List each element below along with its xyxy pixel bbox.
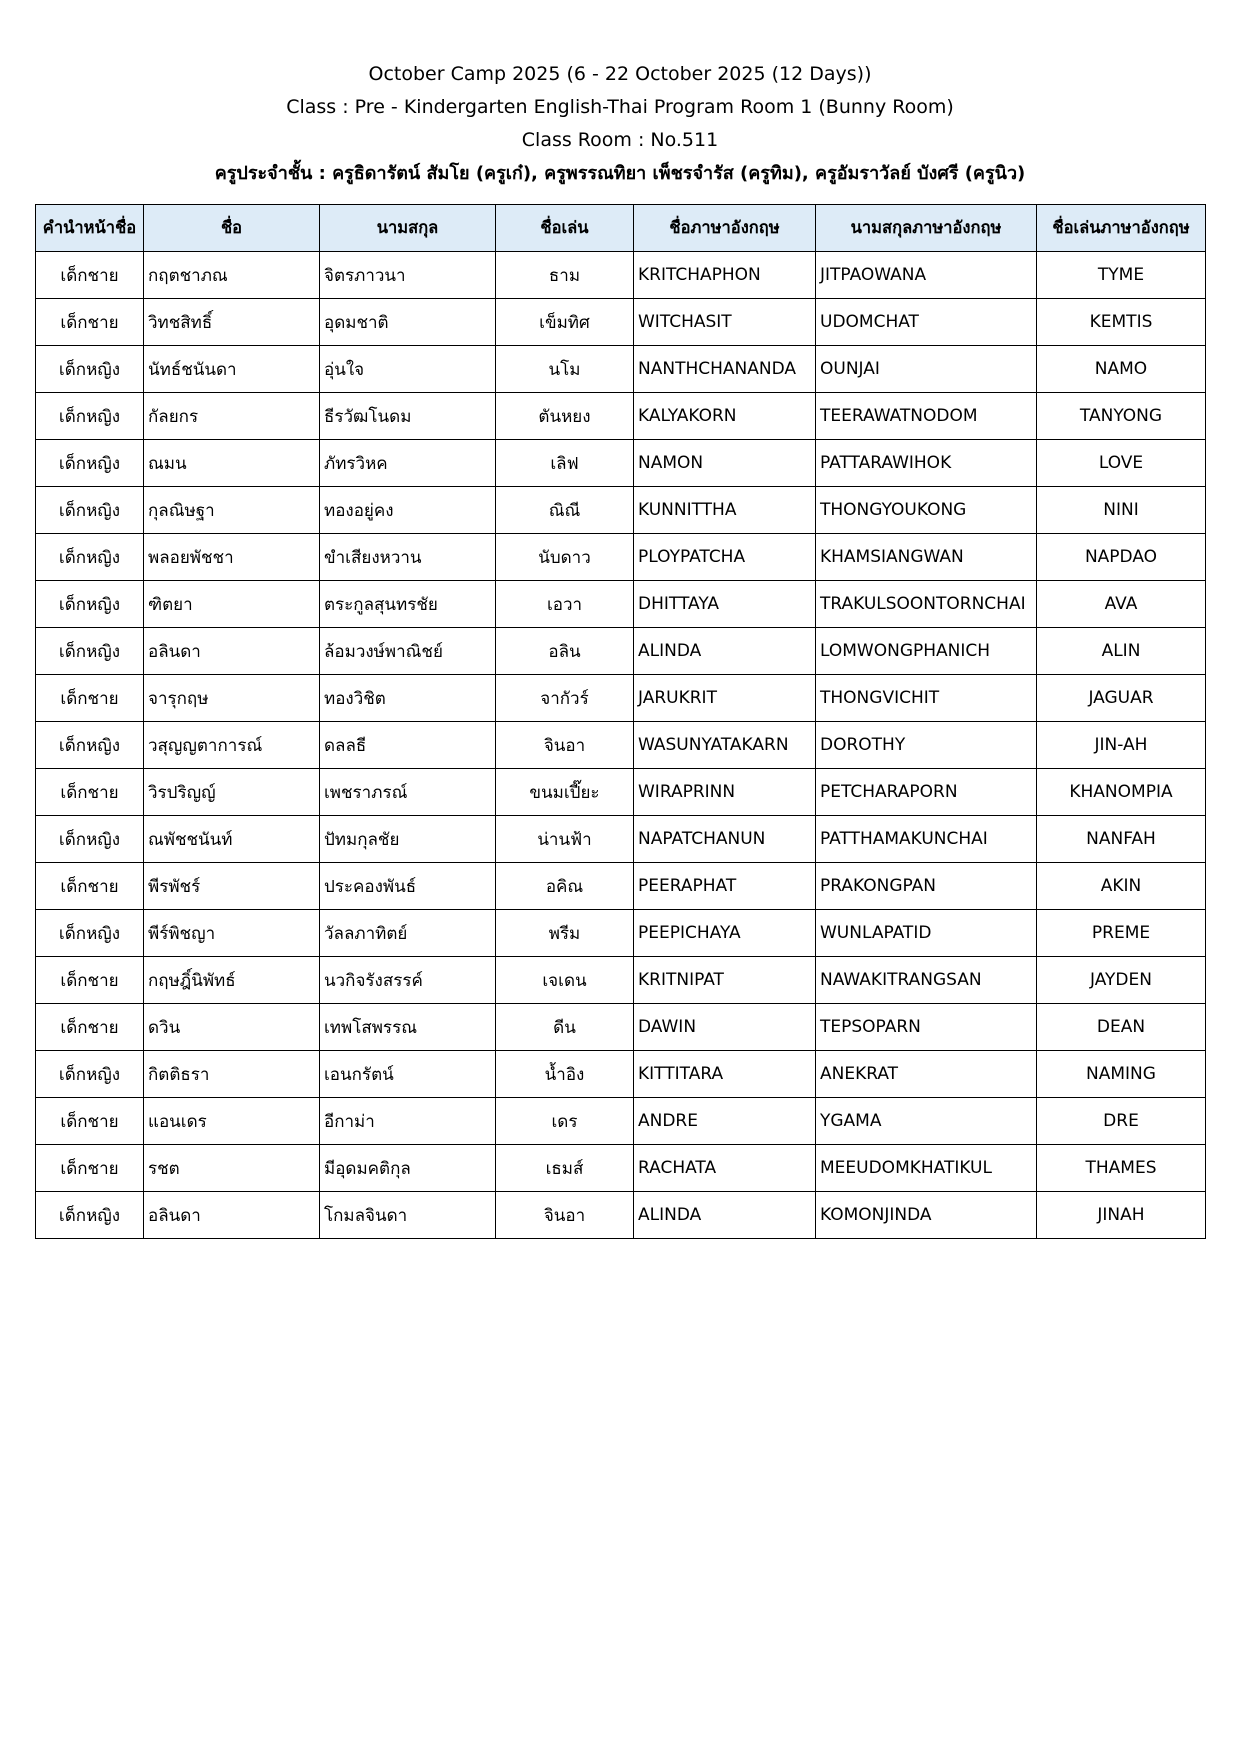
nickname-cell: พรีม — [496, 910, 634, 957]
first-name-cell: กุลณิษฐา — [144, 487, 320, 534]
last-name-cell: ขำเสียงหวาน — [320, 534, 496, 581]
nickname-cell: อคิณ — [496, 863, 634, 910]
table-row — [36, 581, 1206, 628]
last-name-cell: ภัทรวิหค — [320, 440, 496, 487]
english-last-name-cell: PETCHARAPORN — [816, 769, 1037, 816]
english-last-name-cell: KHAMSIANGWAN — [816, 534, 1037, 581]
prefix-cell: เด็กชาย — [36, 863, 144, 910]
nickname-cell: ขนมเปี๊ยะ — [496, 769, 634, 816]
last-name-cell: ธีรวัฒโนดม — [320, 393, 496, 440]
last-name-cell: ตระกูลสุนทรชัย — [320, 581, 496, 628]
last-name-cell: เอนกรัตน์ — [320, 1051, 496, 1098]
english-first-name-cell: NAMON — [634, 440, 816, 487]
prefix-cell: เด็กหญิง — [36, 393, 144, 440]
table-row — [36, 299, 1206, 346]
english-first-name-cell: ALINDA — [634, 628, 816, 675]
english-last-name-cell: THONGVICHIT — [816, 675, 1037, 722]
homeroom-teachers: ครูประจำชั้น : ครูธิดารัตน์ สัมโย (ครูเก๋), ครูพรรณทิยา เพ็ชรจำรัส (ครูทิม), ครูอัมราวัลย์ บังศรี (ครูนิว) — [214, 163, 1026, 184]
english-first-name-cell: KALYAKORN — [634, 393, 816, 440]
nickname-cell: น้ำอิง — [496, 1051, 634, 1098]
english-nickname-cell: NINI — [1037, 487, 1206, 534]
english-nickname-cell: DEAN — [1037, 1004, 1206, 1051]
first-name-cell: พลอยพัชชา — [144, 534, 320, 581]
prefix-cell: เด็กหญิง — [36, 722, 144, 769]
table-row — [36, 1004, 1206, 1051]
prefix-cell: เด็กหญิง — [36, 440, 144, 487]
table-header-row — [36, 205, 1206, 252]
last-name-cell: อีกาม่า — [320, 1098, 496, 1145]
english-nickname-cell: KEMTIS — [1037, 299, 1206, 346]
table-row — [36, 1145, 1206, 1192]
english-nickname-cell: AVA — [1037, 581, 1206, 628]
last-name-cell: ประคองพันธ์ — [320, 863, 496, 910]
english-first-name-cell: KUNNITTHA — [634, 487, 816, 534]
first-name-cell: แอนเดร — [144, 1098, 320, 1145]
table-row — [36, 346, 1206, 393]
prefix-cell: เด็กหญิง — [36, 581, 144, 628]
column-header-nickname: ชื่อเล่น — [496, 205, 634, 252]
english-last-name-cell: TEPSOPARN — [816, 1004, 1037, 1051]
prefix-cell: เด็กหญิง — [36, 487, 144, 534]
first-name-cell: กัลยกร — [144, 393, 320, 440]
english-nickname-cell: NAMO — [1037, 346, 1206, 393]
english-nickname-cell: KHANOMPIA — [1037, 769, 1206, 816]
prefix-cell: เด็กหญิง — [36, 346, 144, 393]
class-name: Class : Pre - Kindergarten English-Thai Program Room 1 (Bunny Room) — [286, 96, 954, 118]
english-last-name-cell: OUNJAI — [816, 346, 1037, 393]
first-name-cell: พีร์พิชญา — [144, 910, 320, 957]
last-name-cell: อุ่นใจ — [320, 346, 496, 393]
table-row — [36, 534, 1206, 581]
class-room: Class Room : No.511 — [521, 129, 719, 151]
nickname-cell: เธมส์ — [496, 1145, 634, 1192]
english-last-name-cell: UDOMCHAT — [816, 299, 1037, 346]
english-first-name-cell: KITTITARA — [634, 1051, 816, 1098]
table-row — [36, 863, 1206, 910]
english-nickname-cell: JAYDEN — [1037, 957, 1206, 1004]
table-row — [36, 957, 1206, 1004]
column-header-first-name: ชื่อ — [144, 205, 320, 252]
prefix-cell: เด็กหญิง — [36, 534, 144, 581]
nickname-cell: ดีน — [496, 1004, 634, 1051]
nickname-cell: อลิน — [496, 628, 634, 675]
english-last-name-cell: WUNLAPATID — [816, 910, 1037, 957]
english-last-name-cell: DOROTHY — [816, 722, 1037, 769]
last-name-cell: ดลลธี — [320, 722, 496, 769]
last-name-cell: วัลลภาทิตย์ — [320, 910, 496, 957]
last-name-cell: มีอุดมคติกุล — [320, 1145, 496, 1192]
column-header-last-name: นามสกุล — [320, 205, 496, 252]
english-first-name-cell: RACHATA — [634, 1145, 816, 1192]
english-nickname-cell: NANFAH — [1037, 816, 1206, 863]
last-name-cell: ทองวิชิต — [320, 675, 496, 722]
first-name-cell: ณมน — [144, 440, 320, 487]
prefix-cell: เด็กชาย — [36, 1004, 144, 1051]
prefix-cell: เด็กหญิง — [36, 1051, 144, 1098]
english-last-name-cell: TRAKULSOONTORNCHAI — [816, 581, 1037, 628]
english-last-name-cell: TEERAWATNODOM — [816, 393, 1037, 440]
english-first-name-cell: DAWIN — [634, 1004, 816, 1051]
english-last-name-cell: PRAKONGPAN — [816, 863, 1037, 910]
english-last-name-cell: ANEKRAT — [816, 1051, 1037, 1098]
table-row — [36, 628, 1206, 675]
table-body — [36, 252, 1206, 1239]
english-nickname-cell: PREME — [1037, 910, 1206, 957]
nickname-cell: เข็มทิศ — [496, 299, 634, 346]
nickname-cell: ตันหยง — [496, 393, 634, 440]
nickname-cell: นับดาว — [496, 534, 634, 581]
english-nickname-cell: AKIN — [1037, 863, 1206, 910]
english-last-name-cell: NAWAKITRANGSAN — [816, 957, 1037, 1004]
nickname-cell: เจเดน — [496, 957, 634, 1004]
table-row — [36, 252, 1206, 299]
english-first-name-cell: NANTHCHANANDA — [634, 346, 816, 393]
last-name-cell: อุดมชาติ — [320, 299, 496, 346]
first-name-cell: จารุกฤษ — [144, 675, 320, 722]
column-header-english-last-name: นามสกุลภาษาอังกฤษ — [816, 205, 1037, 252]
nickname-cell: ณิณี — [496, 487, 634, 534]
english-last-name-cell: KOMONJINDA — [816, 1192, 1037, 1239]
last-name-cell: ล้อมวงษ์พาณิชย์ — [320, 628, 496, 675]
english-nickname-cell: TYME — [1037, 252, 1206, 299]
english-first-name-cell: DHITTAYA — [634, 581, 816, 628]
table-row — [36, 1051, 1206, 1098]
english-last-name-cell: PATTHAMAKUNCHAI — [816, 816, 1037, 863]
last-name-cell: เพชราภรณ์ — [320, 769, 496, 816]
table-row — [36, 440, 1206, 487]
english-last-name-cell: THONGYOUKONG — [816, 487, 1037, 534]
last-name-cell: ปัทมกุลชัย — [320, 816, 496, 863]
last-name-cell: จิตรภาวนา — [320, 252, 496, 299]
first-name-cell: ณพัชชนันท์ — [144, 816, 320, 863]
table-row — [36, 675, 1206, 722]
nickname-cell: ธาม — [496, 252, 634, 299]
first-name-cell: กิตติธรา — [144, 1051, 320, 1098]
english-first-name-cell: PLOYPATCHA — [634, 534, 816, 581]
prefix-cell: เด็กหญิง — [36, 628, 144, 675]
first-name-cell: วิรปริญญ์ — [144, 769, 320, 816]
prefix-cell: เด็กชาย — [36, 1098, 144, 1145]
first-name-cell: รชต — [144, 1145, 320, 1192]
column-header-english-nickname: ชื่อเล่นภาษาอังกฤษ — [1037, 205, 1206, 252]
english-last-name-cell: MEEUDOMKHATIKUL — [816, 1145, 1037, 1192]
last-name-cell: โกมลจินดา — [320, 1192, 496, 1239]
nickname-cell: เดร — [496, 1098, 634, 1145]
last-name-cell: นวกิจรังสรรค์ — [320, 957, 496, 1004]
nickname-cell: จินอา — [496, 722, 634, 769]
nickname-cell: จินอา — [496, 1192, 634, 1239]
english-first-name-cell: ANDRE — [634, 1098, 816, 1145]
prefix-cell: เด็กชาย — [36, 1145, 144, 1192]
english-first-name-cell: ALINDA — [634, 1192, 816, 1239]
prefix-cell: เด็กชาย — [36, 252, 144, 299]
english-nickname-cell: TANYONG — [1037, 393, 1206, 440]
english-first-name-cell: WITCHASIT — [634, 299, 816, 346]
prefix-cell: เด็กหญิง — [36, 910, 144, 957]
first-name-cell: กฤตชาภณ — [144, 252, 320, 299]
document-header — [0, 58, 1240, 190]
camp-title: October Camp 2025 (6 - 22 October 2025 (12 Days)) — [368, 63, 872, 85]
student-roster-table — [35, 204, 1206, 1239]
english-last-name-cell: PATTARAWIHOK — [816, 440, 1037, 487]
english-last-name-cell: YGAMA — [816, 1098, 1037, 1145]
english-first-name-cell: WIRAPRINN — [634, 769, 816, 816]
english-first-name-cell: KRITCHAPHON — [634, 252, 816, 299]
table-row — [36, 816, 1206, 863]
english-nickname-cell: ALIN — [1037, 628, 1206, 675]
english-last-name-cell: LOMWONGPHANICH — [816, 628, 1037, 675]
english-nickname-cell: THAMES — [1037, 1145, 1206, 1192]
first-name-cell: วสุญญตาการณ์ — [144, 722, 320, 769]
column-header-english-first-name: ชื่อภาษาอังกฤษ — [634, 205, 816, 252]
nickname-cell: เลิฟ — [496, 440, 634, 487]
nickname-cell: จากัวร์ — [496, 675, 634, 722]
english-nickname-cell: NAMING — [1037, 1051, 1206, 1098]
first-name-cell: กฤษฎิ์นิพัทธ์ — [144, 957, 320, 1004]
table-row — [36, 1098, 1206, 1145]
first-name-cell: พีรพัชร์ — [144, 863, 320, 910]
last-name-cell: ทองอยู่คง — [320, 487, 496, 534]
prefix-cell: เด็กชาย — [36, 957, 144, 1004]
prefix-cell: เด็กชาย — [36, 299, 144, 346]
prefix-cell: เด็กชาย — [36, 675, 144, 722]
first-name-cell: อลินดา — [144, 628, 320, 675]
english-first-name-cell: PEERAPHAT — [634, 863, 816, 910]
english-first-name-cell: PEEPICHAYA — [634, 910, 816, 957]
english-last-name-cell: JITPAOWANA — [816, 252, 1037, 299]
first-name-cell: อลินดา — [144, 1192, 320, 1239]
table-row — [36, 393, 1206, 440]
nickname-cell: น่านฟ้า — [496, 816, 634, 863]
first-name-cell: นัทธ์ชนันดา — [144, 346, 320, 393]
english-first-name-cell: WASUNYATAKARN — [634, 722, 816, 769]
table-row — [36, 910, 1206, 957]
prefix-cell: เด็กหญิง — [36, 816, 144, 863]
english-nickname-cell: JAGUAR — [1037, 675, 1206, 722]
nickname-cell: เอวา — [496, 581, 634, 628]
english-nickname-cell: LOVE — [1037, 440, 1206, 487]
english-first-name-cell: NAPATCHANUN — [634, 816, 816, 863]
first-name-cell: วิทชสิทธิ์ — [144, 299, 320, 346]
last-name-cell: เทพโสพรรณ — [320, 1004, 496, 1051]
table-row — [36, 487, 1206, 534]
prefix-cell: เด็กหญิง — [36, 1192, 144, 1239]
table-row — [36, 1192, 1206, 1239]
first-name-cell: ฑิตยา — [144, 581, 320, 628]
table-row — [36, 722, 1206, 769]
english-nickname-cell: DRE — [1037, 1098, 1206, 1145]
english-first-name-cell: KRITNIPAT — [634, 957, 816, 1004]
first-name-cell: ดวิน — [144, 1004, 320, 1051]
english-nickname-cell: NAPDAO — [1037, 534, 1206, 581]
english-first-name-cell: JARUKRIT — [634, 675, 816, 722]
column-header-prefix: คำนำหน้าชื่อ — [36, 205, 144, 252]
english-nickname-cell: JIN-AH — [1037, 722, 1206, 769]
english-nickname-cell: JINAH — [1037, 1192, 1206, 1239]
table-row — [36, 769, 1206, 816]
nickname-cell: นโม — [496, 346, 634, 393]
prefix-cell: เด็กชาย — [36, 769, 144, 816]
